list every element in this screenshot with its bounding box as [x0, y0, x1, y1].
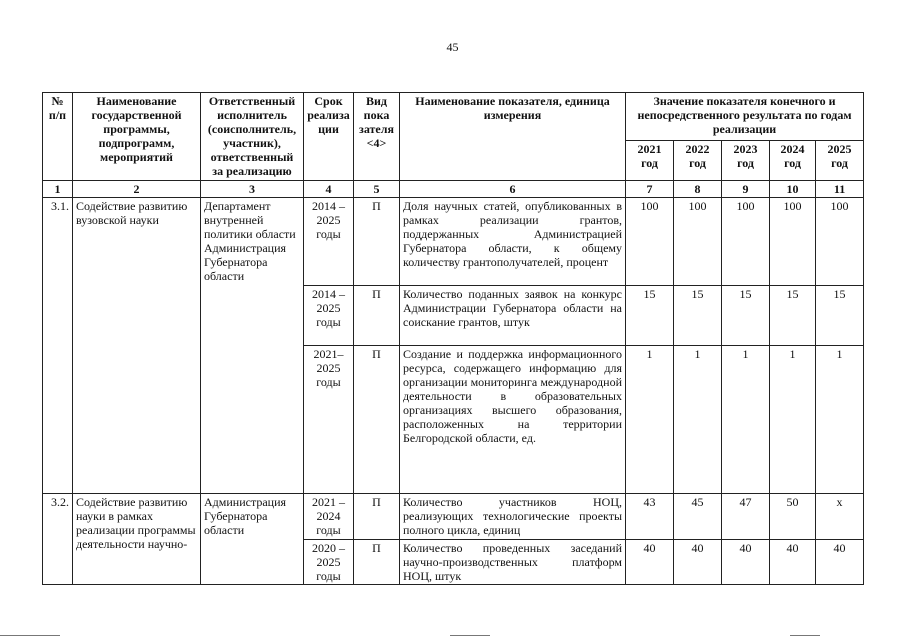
column-number: 7: [626, 181, 674, 198]
executor: Администрация Губернатора области: [201, 494, 304, 585]
column-number: 10: [770, 181, 816, 198]
value-2022: 15: [674, 286, 722, 346]
value-2022: 45: [674, 494, 722, 540]
indicators-table: [42, 92, 864, 585]
page-number: 45: [446, 40, 459, 54]
indicator-name: Количество проведенных заседаний научно-производственных платформ НОЦ, штук: [400, 540, 626, 585]
column-number: 11: [816, 181, 864, 198]
column-number: 4: [304, 181, 354, 198]
value-2022: 100: [674, 198, 722, 286]
value-2021: 40: [626, 540, 674, 585]
value-2025: 40: [816, 540, 864, 585]
header-year: 2021 год: [626, 141, 674, 181]
column-number: 9: [722, 181, 770, 198]
value-2021: 1: [626, 346, 674, 494]
value-2023: 47: [722, 494, 770, 540]
term: 2020 – 2025 годы: [304, 540, 354, 585]
header-indicator-type: Вид пока зателя <4>: [354, 93, 400, 181]
indicator-type: П: [354, 198, 400, 286]
term: 2021 – 2024 годы: [304, 494, 354, 540]
value-2023: 15: [722, 286, 770, 346]
program-name: Содействие развитию науки в рамках реализации программы деятельности научно-: [73, 494, 201, 585]
value-2021: 100: [626, 198, 674, 286]
value-2024: 40: [770, 540, 816, 585]
value-2025: 1: [816, 346, 864, 494]
value-2022: 1: [674, 346, 722, 494]
header-year: 2023 год: [722, 141, 770, 181]
value-2024: 15: [770, 286, 816, 346]
table-row: [43, 494, 864, 540]
table-row: [43, 198, 864, 286]
header-year: 2022 год: [674, 141, 722, 181]
column-number: 2: [73, 181, 201, 198]
header-term: Срок реализа ции: [304, 93, 354, 181]
program-name: Содействие развитию вузовской науки: [73, 198, 201, 494]
term: 2014 – 2025 годы: [304, 286, 354, 346]
indicator-name: Количество участников НОЦ, реализующих технологические проекты полного цикла, единиц: [400, 494, 626, 540]
indicator-type: П: [354, 494, 400, 540]
indicator-type: П: [354, 540, 400, 585]
value-2023: 100: [722, 198, 770, 286]
indicator-name: Количество поданных заявок на конкурс Администрации Губернатора области на соискание грантов, штук: [400, 286, 626, 346]
header-values-group: Значение показателя конечного и непосредственного результата по годам реализации: [626, 93, 864, 141]
indicator-name: Доля научных статей, опубликованных в рамках реализации грантов, поддержанных Администрацией Губернатора области, к общему количеству грантополучателей, процент: [400, 198, 626, 286]
header-num: № п/п: [43, 93, 73, 181]
value-2024: 50: [770, 494, 816, 540]
column-number: 3: [201, 181, 304, 198]
header-program-name: Наименование государственной программы, подпрограмм, мероприятий: [73, 93, 201, 181]
row-number: 3.2.: [43, 494, 73, 585]
indicator-name: Создание и поддержка информационного ресурса, содержащего информацию для организации мониторинга международной деятельности в образовательных организациях высшего образования, расположенных на территории Белгородской области, ед.: [400, 346, 626, 494]
row-number: 3.1.: [43, 198, 73, 494]
value-2025: 100: [816, 198, 864, 286]
value-2024: 100: [770, 198, 816, 286]
value-2021: 15: [626, 286, 674, 346]
column-number: 1: [43, 181, 73, 198]
value-2022: 40: [674, 540, 722, 585]
value-2021: 43: [626, 494, 674, 540]
header-executor: Ответственный исполнитель (соисполнитель, участник), ответственный за реализацию: [201, 93, 304, 181]
indicator-type: П: [354, 286, 400, 346]
value-2025: х: [816, 494, 864, 540]
indicator-type: П: [354, 346, 400, 494]
header-year: 2024 год: [770, 141, 816, 181]
value-2025: 15: [816, 286, 864, 346]
header-indicator-name: Наименование показателя, единица измерения: [400, 93, 626, 181]
header-year: 2025 год: [816, 141, 864, 181]
column-number: 5: [354, 181, 400, 198]
executor: Департамент внутренней политики области Администрация Губернатора области: [201, 198, 304, 494]
scan-edge-line: [450, 635, 490, 636]
value-2023: 40: [722, 540, 770, 585]
value-2024: 1: [770, 346, 816, 494]
term: 2014 – 2025 годы: [304, 198, 354, 286]
value-2023: 1: [722, 346, 770, 494]
scan-edge-line: [790, 635, 820, 636]
term: 2021– 2025 годы: [304, 346, 354, 494]
column-number: 8: [674, 181, 722, 198]
column-number: 6: [400, 181, 626, 198]
scan-edge-line: [0, 635, 60, 636]
